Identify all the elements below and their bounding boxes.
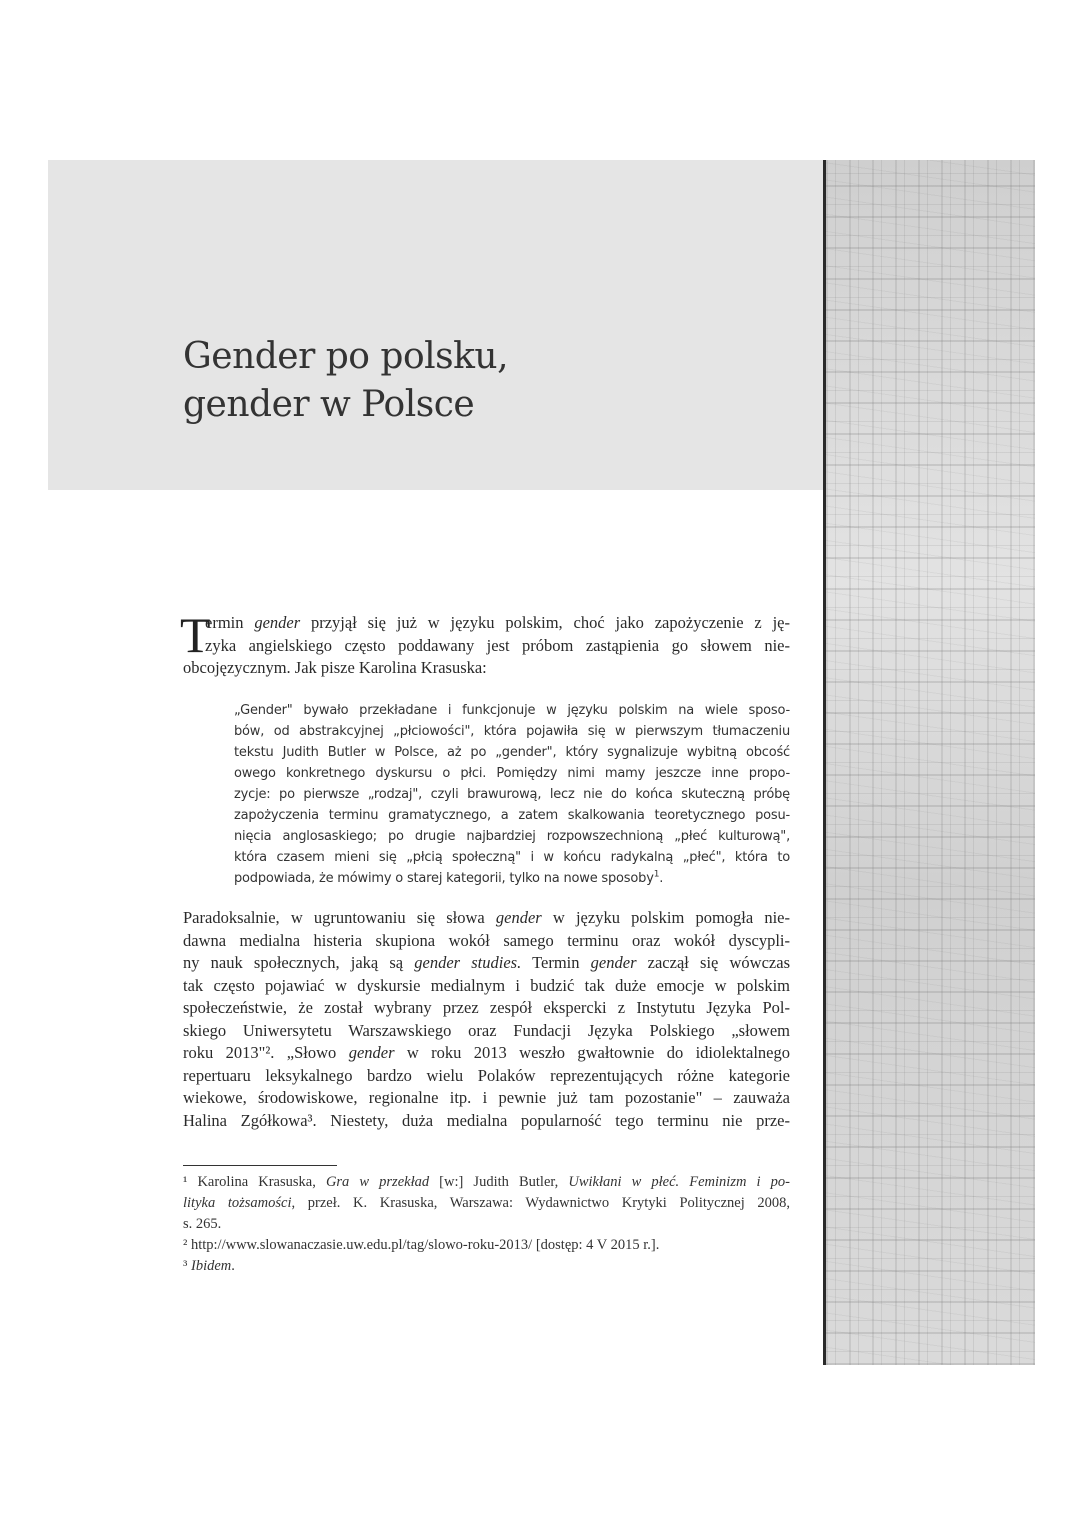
italic-text: Gra w przekład [325,1174,430,1190]
text-line [183,1065,790,1088]
text-segment: zycje: po pierwsze „rodzaj", czyli brawurową, lecz nie do końca skuteczną próbę [234,787,790,802]
text-segment: podpowiada, że mówimy o starej kategorii, tylko na nowe sposoby [234,871,654,886]
text-line [183,1020,790,1043]
text-segment: bów, od abstrakcyjnej „płciowości", która pojawiła się w pierwszym tłumaczeniu [234,724,790,739]
text-line [183,930,790,953]
text-segment: Halina Zgółkowa³. Niestety, duża medialna popularność tego terminu nie prze- [183,1110,790,1130]
text-segment: zyka angielskiego często poddawany jest próbom zastąpienia go słowem nie- [205,635,790,655]
text-segment: ² http://www.slowanaczasie.uw.edu.pl/tag/slowo-roku-2013/ [dostęp: 4 V 2015 r.]. [183,1237,660,1253]
text-segment: , przeł. K. Krasuska, Warszawa: Wydawnictwo Krytyki Politycznej 2008, [291,1195,791,1211]
drop-cap: T [180,607,211,663]
text-line [183,1235,790,1256]
text-segment: skiego Uniwersytetu Warszawskiego oraz Fundacji Języka Polskiego „słowem [183,1020,790,1040]
text-segment: która czasem mieni się „płcią społeczną" i w końcu radykalną „płeć", która to [234,850,790,865]
text-line [183,1042,790,1065]
italic-text: Uwikłani w płeć. Feminizm i po- [568,1174,790,1190]
text-segment: wiekowe, środowiskowe, regionalne itp. i pewnie już tam pozostanie" – zauważa [183,1088,790,1107]
text-line [183,1256,790,1277]
text-segment: Termin [521,953,591,972]
text-segment: [w:] Judith Butler, [429,1174,569,1190]
italic-text: gender [254,613,301,632]
chapter-header-band [48,160,823,490]
italic-text: gender [590,953,637,972]
text-segment: ny nauk społecznych, jaką są [183,953,415,972]
text-line [234,784,790,805]
text-line [234,847,790,868]
paragraph-intro [180,607,790,680]
text-segment: w roku 2013 weszło gwałtownie do idiolektalnego [394,1043,790,1062]
text-segment: ermin [205,613,255,632]
italic-text: gender studies. [414,953,522,972]
footnotes [183,1172,790,1277]
text-line [234,742,790,763]
italic-text: Ibidem [190,1258,232,1274]
text-line [183,952,790,975]
text-segment: repertuaru leksykalnego bardzo wielu Polaków reprezentujących różne kategorie [183,1065,790,1085]
text-line [234,700,790,721]
text-segment: owego konkretnego dyskursu o płci. Pomiędzy nimi mamy jeszcze inne propo- [234,766,790,781]
text-segment: przyjął się już w języku polskim, choć jako zapożyczenie z ję- [300,613,790,632]
text-segment: w języku polskim pomogła nie- [541,908,790,927]
text-segment: . [231,1258,235,1274]
italic-text: gender [348,1043,395,1062]
text-line [183,1087,790,1110]
text-line [183,1193,790,1214]
text-segment: roku 2013"². „Słowo [183,1043,349,1062]
footnote-divider [183,1165,337,1166]
text-line [183,1172,790,1193]
text-line [183,657,790,680]
text-line [183,612,790,635]
italic-text: lityka tożsamości [183,1195,292,1211]
italic-text: gender [495,908,542,927]
text-line [183,1110,790,1133]
text-segment: zapożyczenia terminu gramatycznego, a zatem skalkowania teoretycznego posu- [234,808,790,823]
chapter-title [183,333,508,429]
text-line [183,1214,790,1235]
block-quote [234,700,790,889]
text-line [234,826,790,847]
text-line: podpowiada, że mówimy o starej kategorii, tylko na nowe sposoby$^1$. [234,869,664,886]
text-segment: zaczął się wówczas [636,953,790,972]
text-line [234,805,790,826]
text-segment: ¹ Karolina Krasuska, [183,1174,326,1190]
text-line [183,907,790,930]
footnote-ref: 1 [653,869,660,880]
text-line [183,975,790,998]
paragraph-main [183,907,790,1132]
text-line [234,721,790,742]
chapter-title-line: Gender po polsku, [183,336,509,377]
text-segment: tak często pojawiać w dyskursie medialnym i budzić tak duże emocje w polskim [183,975,790,995]
text-line [183,635,790,658]
text-segment: nięcia anglosaskiego; po drugie najbardziej rozpowszechnioną „płeć kulturową", [234,829,790,844]
text-segment: społeczeństwie, że został wybrany przez zespół ekspercki z Instytutu Języka Pol- [183,998,790,1017]
chapter-title-line: gender w Polsce [183,384,475,425]
text-segment: obcojęzycznym. Jak pisze Karolina Krasuska: [183,658,487,677]
text-segment: s. 265. [183,1216,222,1232]
text-segment: „Gender" bywało przekładane i funkcjonuje w języku polskim na wiele sposo- [234,703,790,718]
text-segment: dawna medialna histeria skupiona wokół samego terminu oraz wokół dyscypli- [183,930,790,950]
text-segment: Paradoksalnie, w ugruntowaniu się słowa [183,908,496,927]
text-line [183,997,790,1020]
decorative-pencil-texture-strip [823,160,1035,1365]
text-segment: ³ [183,1258,191,1274]
text-segment: tekstu Judith Butler w Polsce, aż po „gender", który sygnalizuje wybitną obcość [234,745,790,760]
text-line [234,763,790,784]
